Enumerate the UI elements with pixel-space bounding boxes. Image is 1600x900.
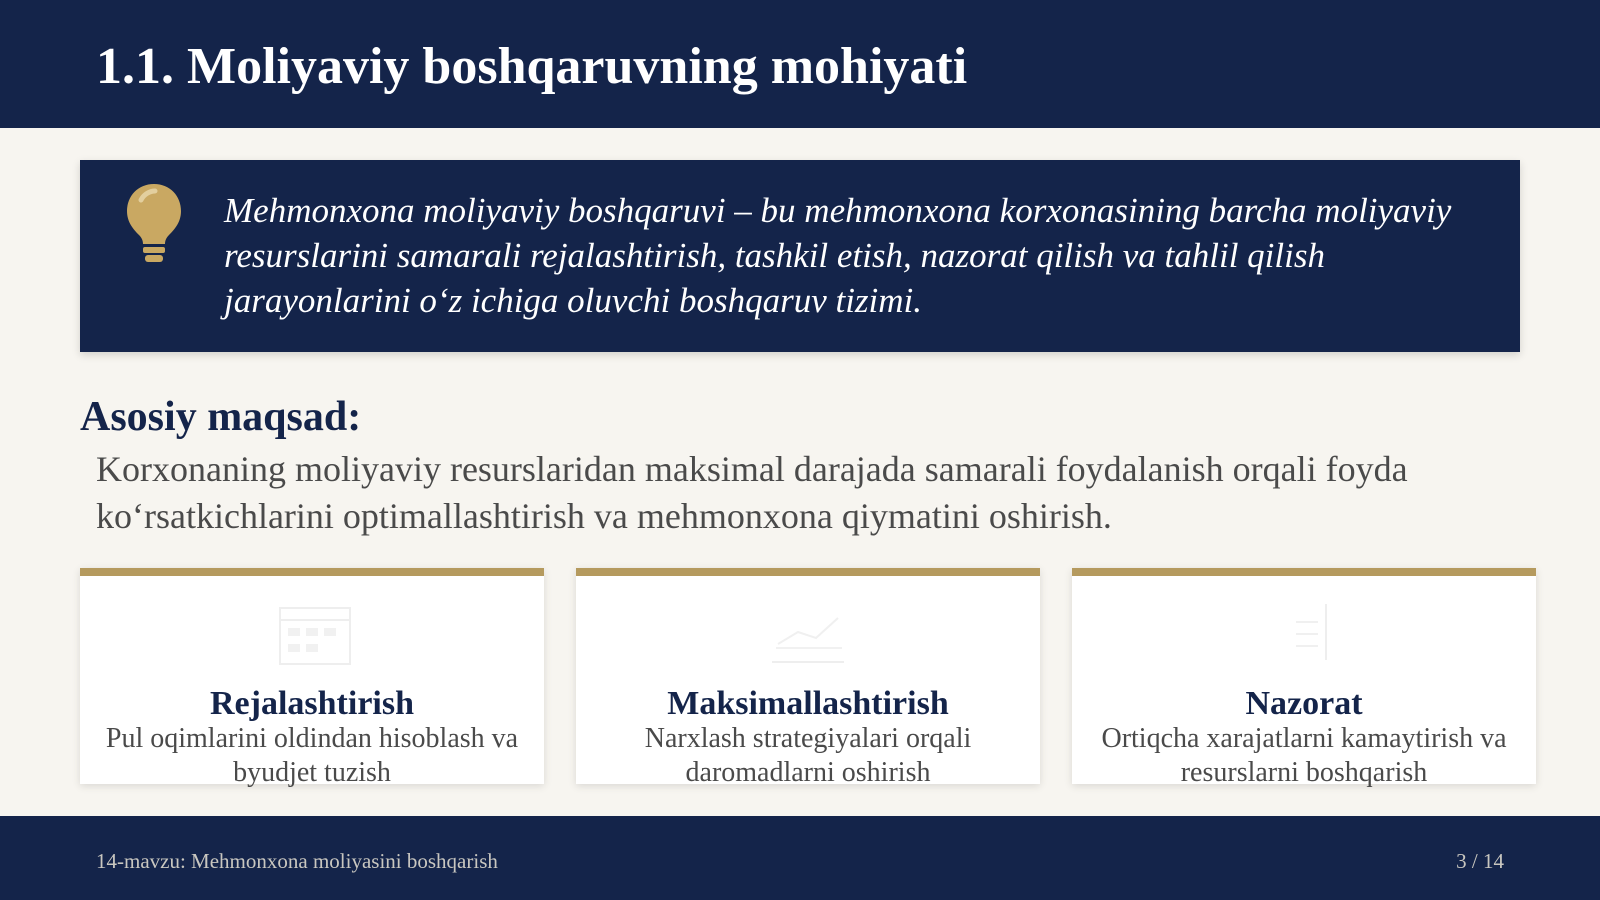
slide-header [0, 0, 1600, 128]
calendar-icon [262, 594, 362, 674]
card-description: Narxlash strategiyalari orqali daromadlarni oshirish [644, 723, 972, 788]
chart-icon [758, 594, 858, 674]
card-title: Nazorat [1245, 685, 1363, 722]
card-planning [80, 568, 544, 788]
card-description: Pul oqimlarini oldindan hisoblash va byudjet tuzish [105, 723, 519, 788]
feature-cards [80, 568, 1536, 788]
card-title: Rejalashtirish [210, 685, 414, 722]
footer-topic: 14-mavzu: Mehmonxona moliyasini boshqarish [96, 849, 498, 873]
card-description: Ortiqcha xarajatlarni kamaytirish va resurslarni boshqarish [1101, 723, 1507, 788]
definition-box [80, 160, 1520, 352]
goal-text: Korxonaning moliyaviy resurslaridan maksimal darajada samarali foydalanish orqali foyda ko‘rsatkichlarini optimallashtirish va mehmonxona qiymatini oshirish. [96, 449, 1408, 536]
card-control [1072, 568, 1536, 788]
card-title: Maksimallashtirish [667, 685, 949, 722]
slide-footer [0, 816, 1600, 900]
lightbulb-icon [124, 182, 184, 266]
slide-title: 1.1. Moliyaviy boshqaruvning mohiyati [96, 38, 968, 95]
card-maximization [576, 568, 1040, 788]
definition-text: Mehmonxona moliyaviy boshqaruvi – bu mehmonxona korxonasining barcha moliyaviy resurslarini samarali rejalashtirish, tashkil etish, nazorat qilish va tahlil qilish jarayonlarini o‘z ichiga oluvchi boshqaruv tizimi. [224, 191, 1452, 320]
clipboard-icon [1254, 594, 1354, 674]
page-number: 3 / 14 [1456, 849, 1504, 873]
goal-heading: Asosiy maqsad: [80, 394, 362, 440]
